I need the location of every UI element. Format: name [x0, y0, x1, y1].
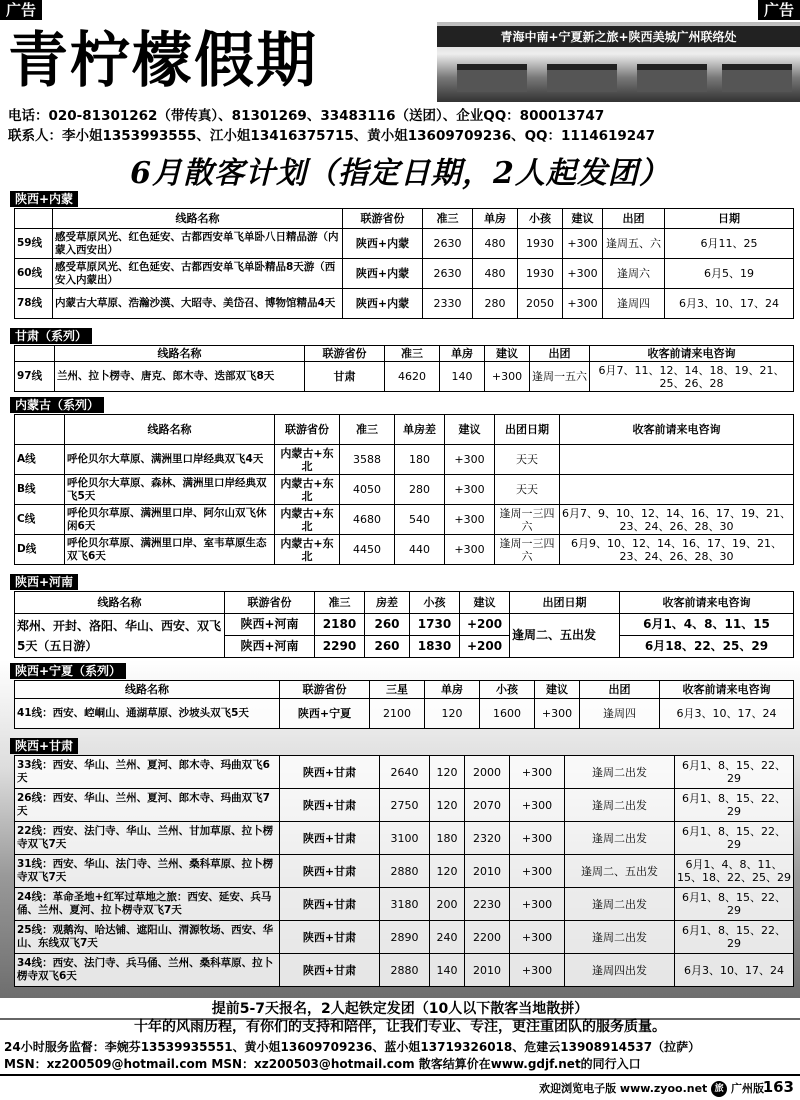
departure: 逢周二出发 [565, 822, 675, 855]
single-room: 140 [430, 954, 465, 987]
province: 陕西+内蒙 [343, 259, 423, 289]
table-gansu [14, 345, 794, 392]
suggest: +300 [510, 888, 565, 921]
single-room: 120 [430, 789, 465, 822]
route-name: 22线：西安、法门寺、华山、兰州、甘加草原、拉卜楞寺双飞7天 [15, 822, 280, 855]
dates: 6月7、9、10、12、14、16、17、19、21、23、24、26、28、30 [560, 505, 794, 535]
price: 4620 [385, 362, 440, 392]
section-tag-shaanxi-ningxia: 陕西+宁夏（系列） [10, 663, 126, 679]
dates: 6月1、8、15、22、29 [675, 888, 794, 921]
suggest: +300 [510, 954, 565, 987]
col-header: 联游省份 [275, 415, 340, 445]
building-shape [637, 64, 707, 92]
province: 陕西+甘肃 [280, 789, 380, 822]
footer-msn: MSN：xz200509@hotmail.com MSN：xz200503@hotmail.com 散客结算价在www.gdjf.net的同行入口 [4, 1057, 641, 1071]
col-header: 建议 [460, 592, 510, 614]
suggest: +300 [510, 921, 565, 954]
dates: 6月1、4、8、11、15 [620, 614, 794, 636]
section-tag-neimenggu: 内蒙古（系列） [10, 397, 104, 413]
table-header [15, 415, 794, 445]
child-price: 2050 [518, 289, 563, 319]
single-room: 200 [430, 888, 465, 921]
col-header: 出团日期 [495, 415, 560, 445]
brand-title: 青柠檬假期 [8, 26, 318, 96]
divider [0, 1074, 800, 1076]
col-header: 三星 [370, 681, 425, 699]
province: 陕西+河南 [225, 636, 315, 658]
route-name: 41线：西安、崆峒山、通湖草原、沙坡头双飞5天 [15, 699, 280, 729]
col-header: 房差 [365, 592, 410, 614]
col-header: 线路名称 [15, 592, 225, 614]
suggest: +300 [510, 789, 565, 822]
child-price: 1930 [518, 259, 563, 289]
dates: 6月1、8、15、22、29 [675, 822, 794, 855]
single-room: 180 [430, 822, 465, 855]
dates: 6月1、8、15、22、29 [675, 756, 794, 789]
province: 内蒙古+东北 [275, 535, 340, 565]
table-shaanxi-gansu [14, 755, 794, 987]
suggest: +300 [510, 822, 565, 855]
single-room: 120 [430, 855, 465, 888]
contact-people: 联系人：李小姐1353993555、江小姐13416375715、黄小姐13609709236、QQ：1114619247 [8, 128, 655, 144]
price: 2890 [380, 921, 430, 954]
section-tag-shaanxi-neimeng: 陕西+内蒙 [10, 191, 78, 207]
col-header: 准三 [340, 415, 395, 445]
table-row [15, 475, 794, 505]
dates: 6月3、10、17、24 [660, 699, 794, 729]
price: 2880 [380, 855, 430, 888]
route-name: 25线：观鹅沟、哈达铺、遮阳山、渭源牧场、西安、华山、东线双飞7天 [15, 921, 280, 954]
single-room: 480 [473, 259, 518, 289]
col-header: 准三 [423, 209, 473, 229]
province: 陕西+甘肃 [280, 954, 380, 987]
col-header: 单房 [425, 681, 480, 699]
province: 内蒙古+东北 [275, 475, 340, 505]
building-shape [457, 64, 527, 92]
col-header [15, 415, 65, 445]
province: 陕西+内蒙 [343, 289, 423, 319]
departure: 逢周二、五出发 [565, 855, 675, 888]
route-name: 内蒙古大草原、浩瀚沙漠、大昭寺、美岱召、博物馆精品4天 [53, 289, 343, 319]
single-room: 280 [473, 289, 518, 319]
col-header: 单房 [440, 346, 485, 362]
dates [560, 475, 794, 505]
child-price: 2010 [465, 954, 510, 987]
room-diff: 260 [365, 614, 410, 636]
col-header [15, 209, 53, 229]
table-row [15, 229, 794, 259]
col-header: 联游省份 [225, 592, 315, 614]
logo-icon: 旅 [711, 1081, 727, 1097]
price: 2880 [380, 954, 430, 987]
banner-title: 青海中南+宁夏新之旅+陕西美城广州联络处 [437, 26, 800, 47]
price: 3588 [340, 445, 395, 475]
route-no: 60线 [15, 259, 53, 289]
price: 2100 [370, 699, 425, 729]
price: 4050 [340, 475, 395, 505]
col-header: 日期 [665, 209, 794, 229]
departure: 逢周六 [603, 259, 665, 289]
footer-site: 欢迎浏览电子版 www.zyoo.net [539, 1082, 708, 1095]
price: 2640 [380, 756, 430, 789]
price: 2290 [315, 636, 365, 658]
table-header [15, 209, 794, 229]
route-name: 24线：革命圣地+红军过草地之旅：西安、延安、兵马俑、兰州、夏河、拉卜楞寺双飞7天 [15, 888, 280, 921]
col-header: 出团日期 [510, 592, 620, 614]
departure: 逢周二出发 [565, 756, 675, 789]
table-row [15, 855, 794, 888]
dates: 6月1、8、15、22、29 [675, 789, 794, 822]
col-header: 建议 [445, 415, 495, 445]
child-price: 2000 [465, 756, 510, 789]
suggest: +200 [460, 636, 510, 658]
dates [560, 445, 794, 475]
route-name: 呼伦贝尔草原、满洲里口岸、室韦草原生态双飞6天 [65, 535, 275, 565]
route-no: D线 [15, 535, 65, 565]
route-name: 呼伦贝尔大草原、森林、满洲里口岸经典双飞5天 [65, 475, 275, 505]
footer-service: 24小时服务监督：李婉芬13539935551、黄小姐13609709236、蓝小姐13719326018、危建云13908914537（拉萨） [4, 1040, 701, 1054]
table-shaanxi-ningxia [14, 680, 794, 729]
departure: 逢周二、五出发 [510, 614, 620, 658]
table-row [15, 756, 794, 789]
route-no: A线 [15, 445, 65, 475]
suggest: +300 [445, 445, 495, 475]
table-row [15, 789, 794, 822]
col-header [15, 346, 55, 362]
departure: 逢周五、六 [603, 229, 665, 259]
col-header: 联游省份 [343, 209, 423, 229]
col-header: 准三 [385, 346, 440, 362]
col-header: 联游省份 [280, 681, 370, 699]
departure: 逢周二出发 [565, 789, 675, 822]
col-header: 收客前请来电咨询 [660, 681, 794, 699]
building-shape [722, 64, 792, 92]
table-neimenggu [14, 414, 794, 565]
ad-label-left: 广告 [0, 0, 42, 20]
table-header [15, 681, 794, 699]
suggest: +300 [445, 505, 495, 535]
route-name: 感受草原风光、红色延安、古都西安单飞单卧八日精品游（内蒙入西安出） [53, 229, 343, 259]
single-room: 540 [395, 505, 445, 535]
section-tag-shaanxi-henan: 陕西+河南 [10, 574, 78, 590]
banner-photo [437, 22, 800, 102]
footer-edition: 广州版 [731, 1082, 764, 1095]
dates: 6月9、10、12、14、16、17、19、21、23、24、26、28、30 [560, 535, 794, 565]
single-room: 120 [430, 756, 465, 789]
table-row [15, 535, 794, 565]
col-header: 小孩 [410, 592, 460, 614]
contact-phone: 电话：020-81301262（带传真）、81301269、33483116（送团）、企业QQ：800013747 [8, 108, 605, 124]
table-row [15, 445, 794, 475]
col-header: 联游省份 [305, 346, 385, 362]
suggest: +300 [563, 289, 603, 319]
departure: 逢周四 [580, 699, 660, 729]
col-header: 建议 [535, 681, 580, 699]
route-no: 59线 [15, 229, 53, 259]
route-name: 26线：西安、华山、兰州、夏河、郎木寺、玛曲双飞7天 [15, 789, 280, 822]
child-price: 1730 [410, 614, 460, 636]
footer-slogan: 十年的风雨历程，有你们的支持和陪伴，让我们专业、专注，更注重团队的服务质量。 [134, 1019, 666, 1035]
col-header: 线路名称 [65, 415, 275, 445]
col-header: 线路名称 [55, 346, 305, 362]
dates: 6月11、25 [665, 229, 794, 259]
suggest: +200 [460, 614, 510, 636]
price: 2750 [380, 789, 430, 822]
suggest: +300 [485, 362, 530, 392]
col-header: 出团 [530, 346, 590, 362]
col-header: 小孩 [518, 209, 563, 229]
route-name: 34线：西安、法门寺、兵马俑、兰州、桑科草原、拉卜楞寺双飞6天 [15, 954, 280, 987]
building-shape [547, 64, 617, 92]
footer-notice: 提前5-7天报名，2人起铁定发团（10人以下散客当地散拼） [0, 998, 800, 1018]
single-room: 140 [440, 362, 485, 392]
child-price: 1600 [480, 699, 535, 729]
col-header: 单房差 [395, 415, 445, 445]
departure: 天天 [495, 475, 560, 505]
dates: 6月1、4、8、11、15、18、22、25、29 [675, 855, 794, 888]
suggest: +300 [445, 535, 495, 565]
price: 4450 [340, 535, 395, 565]
price: 2630 [423, 229, 473, 259]
col-header: 小孩 [480, 681, 535, 699]
child-price: 1830 [410, 636, 460, 658]
departure: 逢周一三四六 [495, 505, 560, 535]
departure: 逢周一三四六 [495, 535, 560, 565]
price: 3180 [380, 888, 430, 921]
single-room: 480 [473, 229, 518, 259]
single-room: 180 [395, 445, 445, 475]
suggest: +300 [445, 475, 495, 505]
route-no: B线 [15, 475, 65, 505]
table-row [15, 259, 794, 289]
table-row [15, 505, 794, 535]
child-price: 1930 [518, 229, 563, 259]
route-no: 97线 [15, 362, 55, 392]
route-no: C线 [15, 505, 65, 535]
departure: 逢周四出发 [565, 954, 675, 987]
child-price: 2070 [465, 789, 510, 822]
child-price: 2010 [465, 855, 510, 888]
dates: 6月5、19 [665, 259, 794, 289]
departure: 逢周一五六 [530, 362, 590, 392]
province: 陕西+内蒙 [343, 229, 423, 259]
dates: 6月7、11、12、14、18、19、21、25、26、28 [590, 362, 794, 392]
table-shaanxi-neimeng [14, 208, 794, 319]
price: 2180 [315, 614, 365, 636]
route-name: 呼伦贝尔大草原、满洲里口岸经典双飞4天 [65, 445, 275, 475]
departure: 逢周二出发 [565, 888, 675, 921]
col-header: 建议 [485, 346, 530, 362]
child-price: 2200 [465, 921, 510, 954]
col-header: 线路名称 [53, 209, 343, 229]
table-header [15, 592, 794, 614]
single-room: 240 [430, 921, 465, 954]
ad-label-right: 广告 [758, 0, 800, 20]
footer-bar [539, 1080, 764, 1097]
col-header: 收客前请来电咨询 [560, 415, 794, 445]
departure: 逢周二出发 [565, 921, 675, 954]
price: 2630 [423, 259, 473, 289]
route-name: 呼伦贝尔草原、满洲里口岸、阿尔山双飞休闲6天 [65, 505, 275, 535]
col-header: 准三 [315, 592, 365, 614]
route-name: 感受草原风光、红色延安、古都西安单飞单卧精品8天游（西安入内蒙出） [53, 259, 343, 289]
table-row [15, 362, 794, 392]
table-row [15, 289, 794, 319]
col-header: 单房 [473, 209, 518, 229]
child-price: 2230 [465, 888, 510, 921]
route-name: 兰州、拉卜楞寺、唐克、郎木寺、迭部双飞8天 [55, 362, 305, 392]
dates: 6月1、8、15、22、29 [675, 921, 794, 954]
province: 陕西+宁夏 [280, 699, 370, 729]
table-row [15, 822, 794, 855]
page-number: 163 [762, 1078, 794, 1096]
headline: 6月散客计划（指定日期，2人起发团） [130, 156, 670, 191]
col-header: 收客前请来电咨询 [620, 592, 794, 614]
price: 2330 [423, 289, 473, 319]
single-room: 280 [395, 475, 445, 505]
section-tag-gansu: 甘肃（系列） [10, 328, 92, 344]
single-room: 120 [425, 699, 480, 729]
province: 陕西+甘肃 [280, 855, 380, 888]
route-name: 33线：西安、华山、兰州、夏河、郎木寺、玛曲双飞6天 [15, 756, 280, 789]
section-tag-shaanxi-gansu: 陕西+甘肃 [10, 738, 78, 754]
route-name: 31线：西安、华山、法门寺、兰州、桑科草原、拉卜楞寺双飞7天 [15, 855, 280, 888]
province: 陕西+河南 [225, 614, 315, 636]
table-header [15, 346, 794, 362]
table-row [15, 614, 794, 636]
province: 内蒙古+东北 [275, 505, 340, 535]
suggest: +300 [563, 229, 603, 259]
departure: 天天 [495, 445, 560, 475]
province: 内蒙古+东北 [275, 445, 340, 475]
province: 陕西+甘肃 [280, 756, 380, 789]
province: 甘肃 [305, 362, 385, 392]
dates: 6月3、10、17、24 [675, 954, 794, 987]
child-price: 2320 [465, 822, 510, 855]
suggest: +300 [510, 756, 565, 789]
departure: 逢周四 [603, 289, 665, 319]
col-header: 出团 [580, 681, 660, 699]
price: 3100 [380, 822, 430, 855]
province: 陕西+甘肃 [280, 921, 380, 954]
route-name: 郑州、开封、洛阳、华山、西安、双飞5天（五日游） [15, 614, 225, 658]
col-header: 收客前请来电咨询 [590, 346, 794, 362]
col-header: 线路名称 [15, 681, 280, 699]
suggest: +300 [535, 699, 580, 729]
dates: 6月3、10、17、24 [665, 289, 794, 319]
suggest: +300 [510, 855, 565, 888]
room-diff: 260 [365, 636, 410, 658]
table-row [15, 888, 794, 921]
table-shaanxi-henan [14, 591, 794, 658]
single-room: 440 [395, 535, 445, 565]
table-row [15, 699, 794, 729]
province: 陕西+甘肃 [280, 822, 380, 855]
suggest: +300 [563, 259, 603, 289]
route-no: 78线 [15, 289, 53, 319]
col-header: 出团 [603, 209, 665, 229]
table-row [15, 954, 794, 987]
province: 陕西+甘肃 [280, 888, 380, 921]
col-header: 建议 [563, 209, 603, 229]
price: 4680 [340, 505, 395, 535]
dates: 6月18、22、25、29 [620, 636, 794, 658]
table-row [15, 921, 794, 954]
